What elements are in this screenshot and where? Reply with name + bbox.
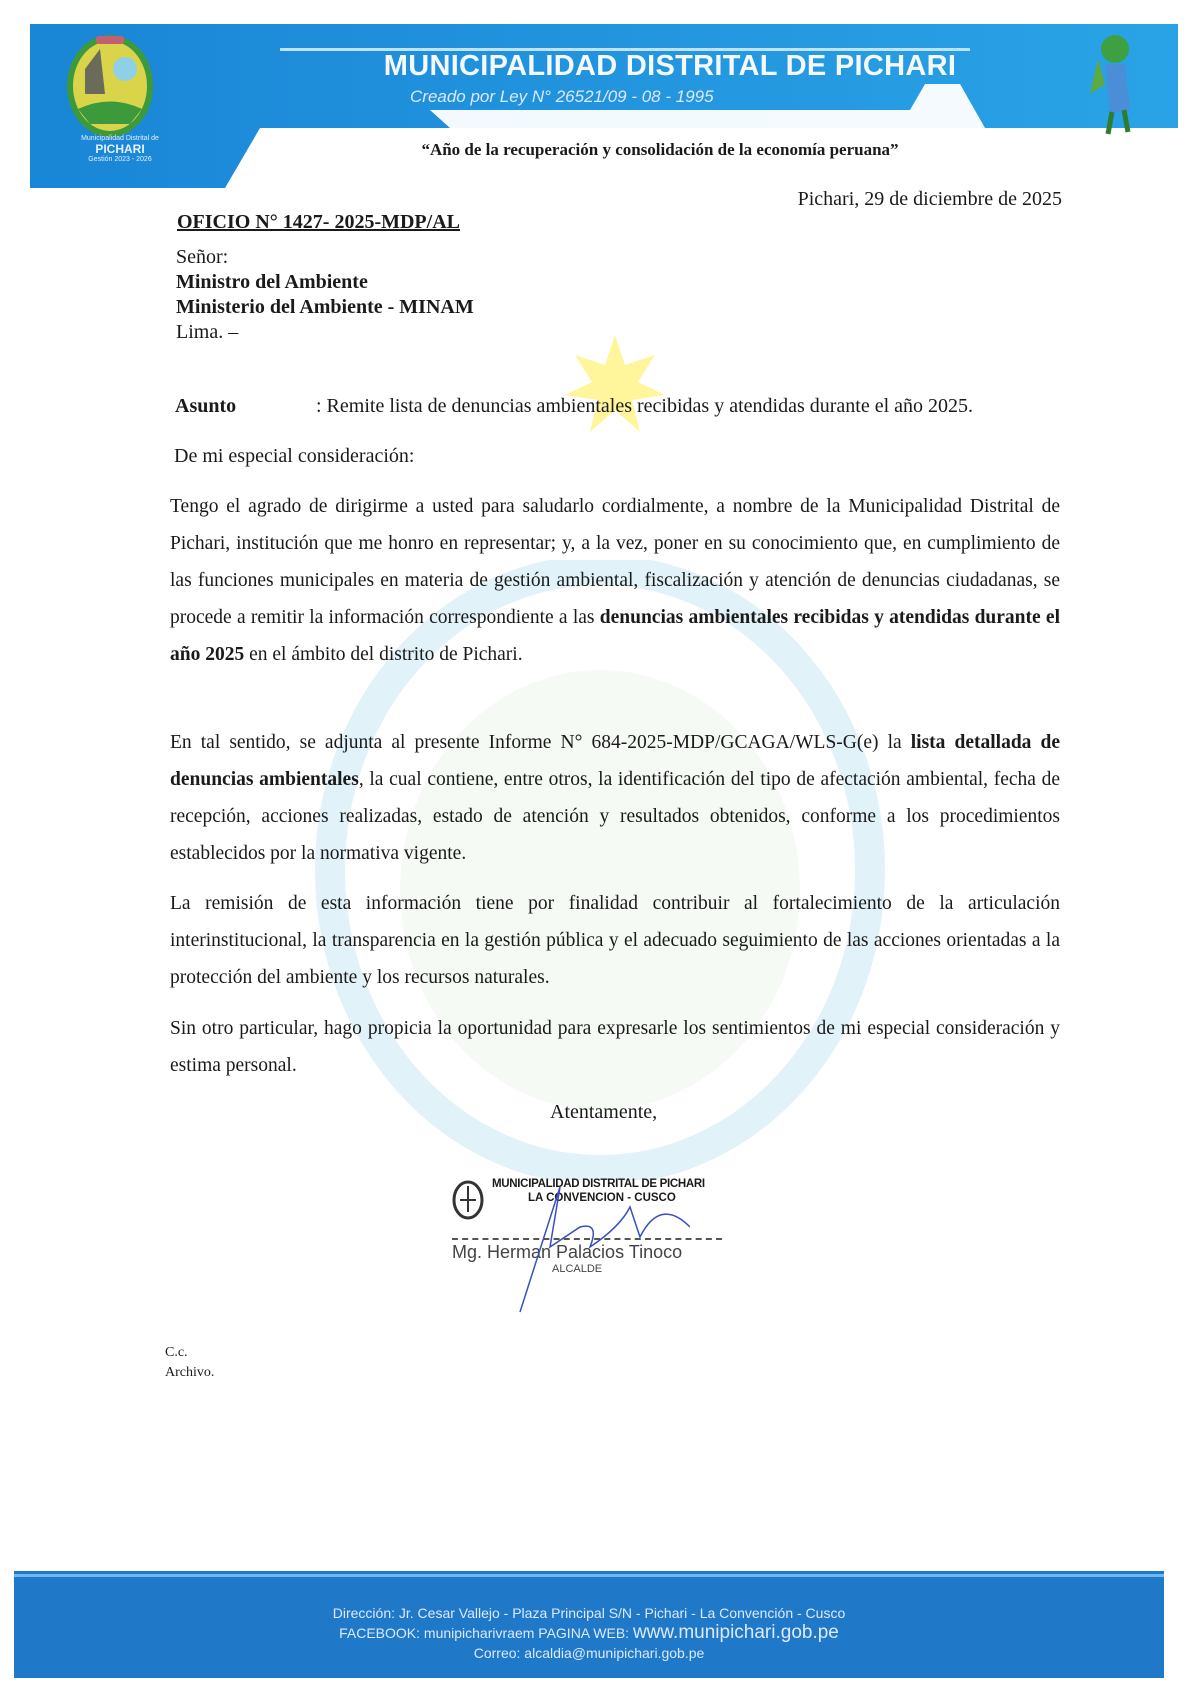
recipient-title: Ministro del Ambiente — [176, 271, 368, 293]
footer-social — [14, 1623, 1164, 1643]
stamp-crest-icon — [450, 1172, 486, 1222]
cc-item: Archivo. — [165, 1365, 215, 1380]
paragraph-2 — [170, 724, 1060, 872]
salutation: Señor: — [176, 246, 229, 268]
crest-caption-bottom: Gestión 2023 - 2026 — [88, 156, 152, 163]
stamp-org: MUNICIPALIDAD DISTRITAL DE PICHARI — [492, 1178, 705, 1190]
signer-name: Mg. Herman Palacios Tinoco — [452, 1242, 683, 1262]
stamp-place: LA CONVENCION - CUSCO — [528, 1192, 676, 1204]
greeting: De mi especial consideración: — [174, 445, 415, 467]
closing: Atentamente, — [550, 1101, 658, 1123]
paragraph-4: Sin otro particular, hago propicia la oportunidad para expresarle los sentimientos de mi especial consideración y estima personal. — [170, 1018, 1060, 1076]
handwritten-signature-icon — [490, 1167, 690, 1317]
p1-text-end: en el ámbito del distrito de Pichari. — [244, 644, 523, 665]
footer-website-link[interactable]: www.munipichari.gob.pe — [632, 1622, 839, 1643]
year-slogan: “Año de la recuperación y consolidación de la economía peruana” — [421, 140, 899, 159]
recipient-city: Lima. – — [176, 321, 239, 343]
crest-caption-top: Municipalidad Distrital de — [81, 135, 159, 142]
footer-social-label: FACEBOOK: munipicharivraem PAGINA WEB: — [339, 1625, 633, 1641]
cc-label: C.c. — [165, 1345, 188, 1360]
institution-title: MUNICIPALIDAD DISTRITAL DE PICHARI — [383, 50, 957, 82]
paragraph-1 — [170, 488, 1060, 673]
subject-label: Asunto — [175, 395, 237, 417]
municipal-crest-icon — [70, 36, 150, 134]
p1-text: Tengo el agrado de dirigirme a usted para saludarlo cordialmente, a nombre de la Municipalidad Distrital de Pichari, institución que me honro en representar; y, a la vez, poner en su conocimiento que, en cumplimiento de las funciones municipales en materia de gestión ambiental, fiscalización y atención de denuncias ciudadanas, se procede a remitir la información correspondiente a las — [170, 496, 1060, 628]
subject-text: : Remite lista de denuncias ambientales recibidas y atendidas durante el año 2025. — [316, 395, 974, 417]
p1-bold: denuncias ambientales recibidas y atendidas durante el año 2025 — [170, 607, 1061, 665]
p2-bold: lista detallada de denuncias ambientales — [170, 732, 1061, 790]
watermark-sun-icon — [560, 330, 670, 440]
recipient-block — [176, 245, 474, 345]
p2-text: En tal sentido, se adjunta al presente Informe N° 684-2025-MDP/GCAGA/WLS-G(e) la — [170, 732, 911, 753]
footer-address: Dirección: Jr. Cesar Vallejo - Plaza Principal S/N - Pichari - La Convención - Cusco — [332, 1605, 846, 1621]
carbon-copy — [165, 1343, 214, 1383]
document-reference: OFICIO N° 1427- 2025-MDP/AL — [177, 211, 460, 233]
letter-date: Pichari, 29 de diciembre de 2025 — [797, 188, 1062, 210]
institution-subtitle: Creado por Ley N° 26521/09 - 08 - 1995 — [410, 87, 714, 106]
footer-email[interactable]: Correo: alcaldia@munipichari.gob.pe — [473, 1645, 705, 1661]
paragraph-3: La remisión de esta información tiene por finalidad contribuir al fortalecimiento de la articulación interinstitucional, la transparencia en la gestión pública y el adecuado seguimiento de las acciones orientadas a la protección del ambiente y los recursos naturales. — [170, 893, 1060, 988]
recipient-org: Ministerio del Ambiente - MINAM — [176, 296, 474, 318]
crest-caption-name: PICHARI — [95, 142, 145, 156]
signer-role: ALCALDE — [552, 1263, 603, 1275]
footer-banner — [14, 1571, 1164, 1678]
crest-caption — [55, 134, 185, 164]
p2-text-end: , la cual contiene, entre otros, la identificación del tipo de afectación ambiental, fecha de recepción, acciones realizadas, estado de atención y resultados obtenidos, conforme a los procedimientos establecidos por la normativa vigente. — [170, 769, 1061, 864]
